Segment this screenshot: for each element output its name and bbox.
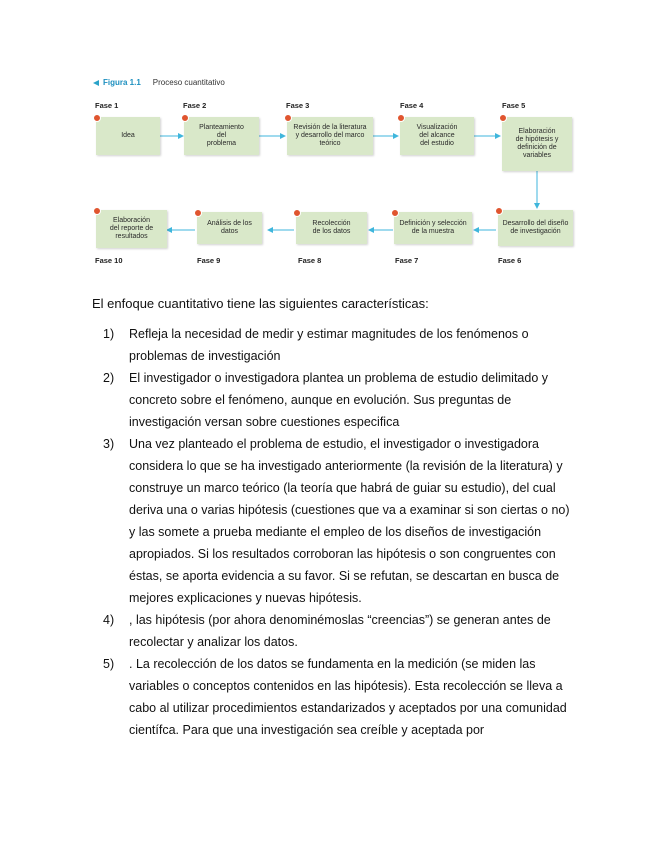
phase-box-2 <box>184 117 259 155</box>
phase-box-1 <box>96 117 160 155</box>
phase-label-10: Fase 10 <box>95 256 123 265</box>
phase-box-10 <box>96 210 167 248</box>
phase-label-7: Fase 7 <box>395 256 419 265</box>
phase-box-6 <box>498 210 573 246</box>
list-item <box>103 609 573 653</box>
figure-title: Proceso cuantitativo <box>152 78 225 87</box>
list-item-text: Una vez planteado el problema de estudio, el investigador o investigadora considera lo que se ha investigado anteriormente (la revisión de la literatura) y construye un marco teórico (la teoría que habrá de guiar su estudio), del cual deriva una o varias hipótesis (cuestiones que va a examinar si son ciertas o no) y las somete a prueba mediante el empleo de los diseños de investigación apropiados. Si los resultados corroboran las hipótesis o son congruentes con éstas, se aporta evidencia a su favor. Si se refutan, se descartan en busca de mejores explicaciones y nuevas hipótesis. <box>129 437 570 605</box>
corner-dot-icon <box>181 114 189 122</box>
phase-label-6: Fase 6 <box>498 256 522 265</box>
corner-dot-icon <box>495 207 503 215</box>
phase-label-8: Fase 8 <box>298 256 322 265</box>
corner-dot-icon <box>194 209 202 217</box>
phase-label-2: Fase 2 <box>183 101 207 110</box>
intro-paragraph: El enfoque cuantitativo tiene las siguientes características: <box>92 296 429 311</box>
list-item-number: 3) <box>103 437 115 451</box>
phase-box-8 <box>296 212 367 244</box>
phase-box-text: Idea <box>121 132 135 139</box>
corner-dot-icon <box>93 114 101 122</box>
list-item <box>103 433 573 609</box>
phase-box-text: Recolección de los datos <box>312 220 351 235</box>
list-item <box>103 367 573 433</box>
list-item-number: 4) <box>103 613 115 627</box>
corner-dot-icon <box>93 207 101 215</box>
list-item <box>103 653 573 741</box>
phase-box-text: Desarrollo del diseño de investigación <box>502 220 569 235</box>
figure-label: Figura 1.1 <box>103 78 141 87</box>
phase-box-4 <box>400 117 474 155</box>
phase-box-3 <box>287 117 373 155</box>
phase-label-4: Fase 4 <box>400 101 424 110</box>
corner-dot-icon <box>391 209 399 217</box>
list-item-text: , las hipótesis (por ahora denominémoslas “creencias”) se generan antes de recolectar y analizar los datos. <box>129 613 551 649</box>
phase-box-text: Elaboración del reporte de resultados <box>109 217 154 240</box>
characteristics-list <box>103 323 573 741</box>
phase-label-3: Fase 3 <box>286 101 310 110</box>
phase-box-9 <box>197 212 262 244</box>
phase-box-text: Análisis de los datos <box>207 220 252 235</box>
phase-box-text: Definición y selección de la muestra <box>399 220 467 235</box>
list-item-number: 1) <box>103 327 115 341</box>
list-item-number: 5) <box>103 657 115 671</box>
corner-dot-icon <box>397 114 405 122</box>
corner-dot-icon <box>293 209 301 217</box>
phase-box-5 <box>502 117 572 171</box>
corner-dot-icon <box>499 114 507 122</box>
phase-label-1: Fase 1 <box>95 101 119 110</box>
phase-box-7 <box>394 212 472 244</box>
list-item-number: 2) <box>103 371 115 385</box>
phase-label-9: Fase 9 <box>197 256 221 265</box>
phase-label-5: Fase 5 <box>502 101 526 110</box>
list-item-text: Refleja la necesidad de medir y estimar magnitudes de los fenómenos o problemas de investigación <box>129 327 529 363</box>
phase-box-text: Planteamiento del problema <box>199 124 244 147</box>
list-item-text: . La recolección de los datos se fundamenta en la medición (se miden las variables o conceptos contenidos en las hipótesis). Esta recolección se lleva a cabo al utilizar procedimientos estandarizados y aceptados por una comunidad científca. Para que una investigación sea creíble y aceptada por <box>129 657 567 737</box>
phase-box-text: Visualización del alcance del estudio <box>416 124 458 147</box>
list-item <box>103 323 573 367</box>
corner-dot-icon <box>284 114 292 122</box>
list-item-text: El investigador o investigadora plantea un problema de estudio delimitado y concreto sobre el fenómeno, aunque en evolución. Sus preguntas de investigación versan sobre cuestiones especifica <box>129 371 549 429</box>
phase-box-text: Revisión de la literatura y desarrollo del marco teórico <box>293 124 367 147</box>
phase-box-text: Elaboración de hipótesis y definición de variables <box>515 128 559 159</box>
